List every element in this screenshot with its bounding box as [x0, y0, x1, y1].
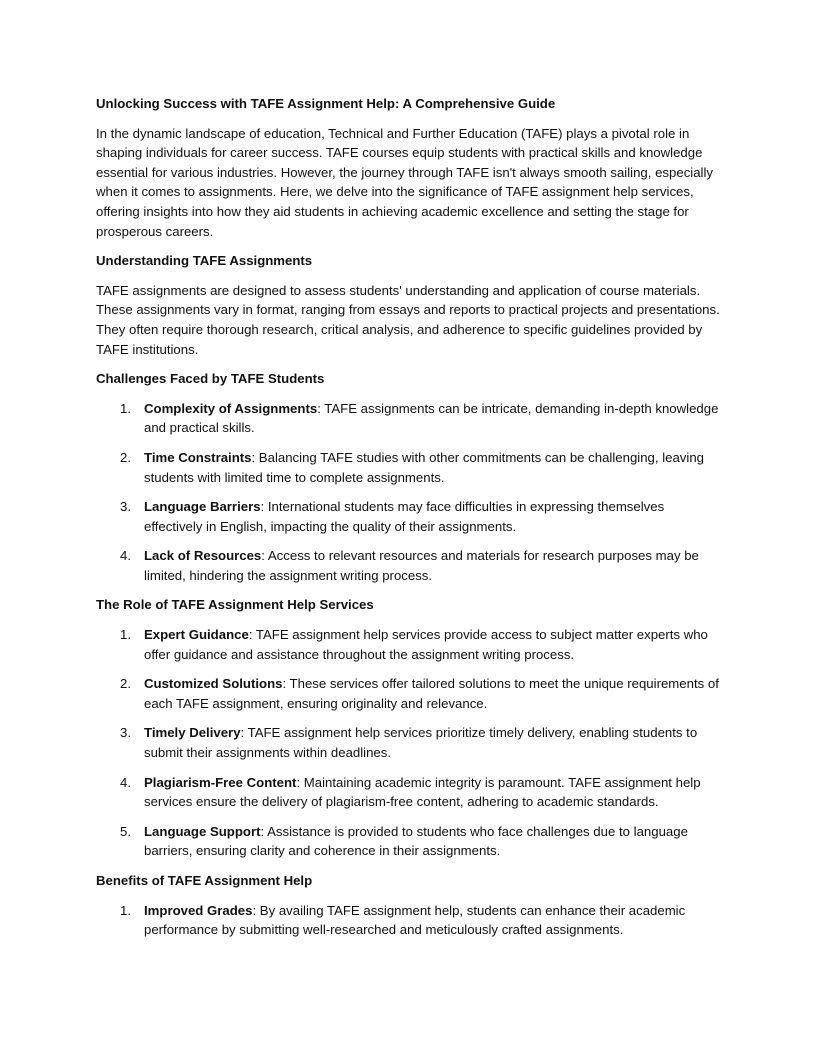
list-item-text: : International students may face difficulties in expressing themselves effectively in English, impacting the quality of their assignments. [144, 499, 665, 534]
list-item [96, 497, 720, 536]
list-item-term: Time Constraints [144, 449, 252, 465]
section-heading: Benefits of TAFE Assignment Help [96, 873, 313, 888]
list-item-text: : Assistance is provided to students who face challenges due to language barriers, ensuring clarity and coherence in their assignments. [144, 823, 688, 859]
section-heading: Challenges Faced by TAFE Students [96, 371, 325, 387]
list-item-term: Improved Grades [144, 902, 253, 918]
document-page [96, 94, 720, 950]
section-heading: The Role of TAFE Assignment Help Services [96, 597, 374, 613]
list-number: 1. [120, 627, 131, 643]
list-item-term: Plagiarism-Free Content [144, 774, 297, 790]
list-number: 3. [120, 725, 131, 741]
list-item-text: : By availing TAFE assignment help, students can enhance their academic performance by submitting well-researched and meticulously crafted assignments. [144, 902, 686, 938]
section-paragraph: TAFE assignments are designed to assess students' understanding and application of course materials. These assignments vary in format, ranging from essays and reports to practical projects and presentations. They often require thorough research, critical analysis, and adherence to specific guidelines provided by TAFE institutions. [96, 282, 720, 357]
list-number: 2. [120, 676, 131, 692]
list-item-text: : TAFE assignment help services prioritize timely delivery, enabling students to submit their assignments within deadlines. [144, 725, 698, 761]
list-item [96, 773, 720, 812]
list-number: 2. [120, 449, 131, 465]
list-number: 4. [120, 548, 131, 564]
benefits-list [96, 901, 720, 940]
list-number: 4. [120, 774, 131, 790]
list-item-text: : TAFE assignments can be intricate, demanding in-depth knowledge and practical skills. [144, 400, 719, 436]
list-item [96, 448, 720, 487]
document-title: Unlocking Success with TAFE Assignment Help: A Comprehensive Guide [96, 96, 556, 111]
list-item-term: Lack of Resources [144, 548, 262, 564]
help-services-list [96, 625, 720, 861]
list-item [96, 546, 720, 585]
list-item-text: : Maintaining academic integrity is paramount. TAFE assignment help services ensure the delivery of plagiarism-free content, adhering to academic standards. [144, 774, 701, 810]
list-item-text: : These services offer tailored solutions to meet the unique requirements of each TAFE assignment, ensuring originality and relevance. [144, 676, 719, 711]
list-item [96, 901, 720, 940]
list-item [96, 723, 720, 762]
list-number: 3. [120, 499, 131, 515]
list-item [96, 674, 720, 713]
intro-paragraph: In the dynamic landscape of education, Technical and Further Education (TAFE) plays a pivotal role in shaping individuals for career success. TAFE courses equip students with practical skills and knowledge essential for various industries. However, the journey through TAFE isn't always smooth sailing, especially when it comes to assignments. Here, we delve into the significance of TAFE assignment help services, offering insights into how they aid students in achieving academic excellence and setting the stage for prosperous careers. [96, 125, 714, 239]
list-item [96, 399, 720, 438]
list-item-term: Expert Guidance [144, 627, 249, 643]
list-item-text: : Access to relevant resources and materials for research purposes may be limited, hindering the assignment writing process. [144, 548, 699, 583]
section-heading: Understanding TAFE Assignments [96, 253, 313, 269]
list-item [96, 822, 720, 861]
list-number: 1. [120, 902, 131, 918]
list-item-text: : Balancing TAFE studies with other commitments can be challenging, leaving students with limited time to complete assignments. [144, 449, 704, 485]
list-number: 1. [120, 400, 131, 416]
list-item-term: Customized Solutions [144, 676, 283, 692]
list-item-term: Complexity of Assignments [144, 400, 318, 416]
list-number: 5. [120, 823, 131, 839]
list-item [96, 625, 720, 664]
list-item-term: Timely Delivery [144, 725, 241, 741]
list-item-term: Language Support [144, 823, 261, 839]
list-item-text: : TAFE assignment help services provide access to subject matter experts who offer guidance and assistance throughout the assignment writing process. [144, 627, 708, 662]
challenges-list [96, 399, 720, 586]
list-item-term: Language Barriers [144, 499, 261, 515]
